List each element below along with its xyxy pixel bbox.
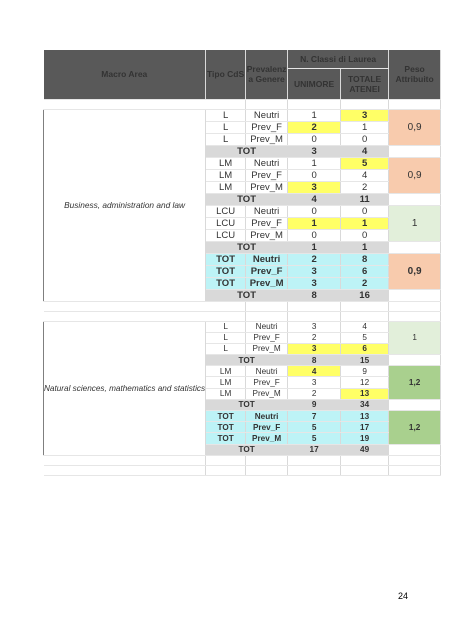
tipo-cell: LM <box>206 388 246 399</box>
tipo-cell: TOT <box>206 422 246 433</box>
tipo-cell: LM <box>206 157 246 169</box>
unimore-cell: 7 <box>288 411 341 422</box>
totale-cell: 5 <box>341 332 389 343</box>
tot-label: TOT <box>206 399 288 410</box>
peso-cell: 1,2 <box>389 411 441 445</box>
unimore-cell: 1 <box>288 241 341 253</box>
totale-cell: 5 <box>341 157 389 169</box>
totale-cell: 8 <box>341 253 389 265</box>
header-totale-atenei: TOTALE ATENEI <box>341 68 389 99</box>
tipo-cell: LCU <box>206 205 246 217</box>
totale-cell: 6 <box>341 265 389 277</box>
unimore-cell: 1 <box>288 157 341 169</box>
totale-cell: 1 <box>341 241 389 253</box>
peso-cell: 1 <box>389 321 441 355</box>
unimore-cell: 3 <box>288 277 341 289</box>
tot-label: TOT <box>206 241 288 253</box>
tipo-cell: TOT <box>206 253 246 265</box>
genere-cell: Prev_F <box>246 121 288 133</box>
tipo-cell: LCU <box>206 217 246 229</box>
tipo-cell: L <box>206 332 246 343</box>
totale-cell: 4 <box>341 321 389 332</box>
unimore-cell: 8 <box>288 355 341 366</box>
tot-label: TOT <box>206 355 288 366</box>
tipo-cell: L <box>206 121 246 133</box>
tipo-cell: L <box>206 343 246 354</box>
macro-area-label: Business, administration and law <box>44 109 206 301</box>
section-natural-sciences <box>44 321 441 455</box>
header-tipo-cds: Tipo CdS <box>206 50 246 99</box>
unimore-cell: 3 <box>288 145 341 157</box>
tipo-cell: LM <box>206 377 246 388</box>
unimore-cell: 4 <box>288 193 341 205</box>
genere-cell: Prev_M <box>246 277 288 289</box>
totale-cell: 11 <box>341 193 389 205</box>
section-business <box>44 109 441 301</box>
totale-cell: 12 <box>341 377 389 388</box>
tot-label: TOT <box>206 444 288 455</box>
unimore-cell: 3 <box>288 321 341 332</box>
unimore-cell: 2 <box>288 121 341 133</box>
totale-cell: 1 <box>341 217 389 229</box>
header-peso-attribuito: Peso Attribuito <box>389 50 441 99</box>
totale-cell: 4 <box>341 169 389 181</box>
tipo-cell: L <box>206 133 246 145</box>
tot-label: TOT <box>206 145 288 157</box>
genere-cell: Neutri <box>246 411 288 422</box>
header-unimore: UNIMORE <box>288 68 341 99</box>
genere-cell: Neutri <box>246 157 288 169</box>
unimore-cell: 1 <box>288 109 341 121</box>
header-n-classi: N. Classi di Laurea <box>288 50 389 68</box>
tipo-cell: L <box>206 321 246 332</box>
totale-cell: 34 <box>341 399 389 410</box>
unimore-cell: 8 <box>288 289 341 301</box>
peso-cell: 0,9 <box>389 109 441 145</box>
genere-cell: Neutri <box>246 205 288 217</box>
genere-cell: Prev_F <box>246 332 288 343</box>
table-row <box>44 321 441 332</box>
tipo-cell: TOT <box>206 277 246 289</box>
genere-cell: Prev_M <box>246 343 288 354</box>
genere-cell: Neutri <box>246 366 288 377</box>
unimore-cell: 5 <box>288 433 341 444</box>
table-row <box>44 109 441 121</box>
totale-cell: 17 <box>341 422 389 433</box>
genere-cell: Prev_F <box>246 377 288 388</box>
unimore-cell: 2 <box>288 388 341 399</box>
tipo-cell: LM <box>206 366 246 377</box>
tipo-cell: LM <box>206 181 246 193</box>
tipo-cell: TOT <box>206 411 246 422</box>
header-macro-area: Macro Area <box>44 50 206 99</box>
genere-cell: Neutri <box>246 253 288 265</box>
totale-cell: 13 <box>341 388 389 399</box>
genere-cell: Prev_M <box>246 388 288 399</box>
totale-cell: 2 <box>341 277 389 289</box>
gender-prevalence-table <box>43 50 441 476</box>
totale-cell: 15 <box>341 355 389 366</box>
totale-cell: 3 <box>341 109 389 121</box>
unimore-cell: 3 <box>288 181 341 193</box>
peso-cell: 1 <box>389 205 441 241</box>
totale-cell: 49 <box>341 444 389 455</box>
unimore-cell: 0 <box>288 205 341 217</box>
tipo-cell: TOT <box>206 433 246 444</box>
totale-cell: 4 <box>341 145 389 157</box>
unimore-cell: 2 <box>288 253 341 265</box>
unimore-cell: 3 <box>288 265 341 277</box>
unimore-cell: 5 <box>288 422 341 433</box>
unimore-cell: 3 <box>288 343 341 354</box>
totale-cell: 9 <box>341 366 389 377</box>
genere-cell: Neutri <box>246 321 288 332</box>
genere-cell: Neutri <box>246 109 288 121</box>
genere-cell: Prev_M <box>246 229 288 241</box>
tipo-cell: LCU <box>206 229 246 241</box>
unimore-cell: 2 <box>288 332 341 343</box>
tipo-cell: TOT <box>206 265 246 277</box>
genere-cell: Prev_M <box>246 181 288 193</box>
peso-cell: 0,9 <box>389 253 441 289</box>
unimore-cell: 0 <box>288 229 341 241</box>
unimore-cell: 3 <box>288 377 341 388</box>
peso-cell: 1,2 <box>389 366 441 400</box>
genere-cell: Prev_M <box>246 133 288 145</box>
peso-cell: 0,9 <box>389 157 441 193</box>
unimore-cell: 1 <box>288 217 341 229</box>
unimore-cell: 9 <box>288 399 341 410</box>
unimore-cell: 0 <box>288 169 341 181</box>
genere-cell: Prev_F <box>246 422 288 433</box>
tipo-cell: L <box>206 109 246 121</box>
page-number: 24 <box>398 591 409 601</box>
genere-cell: Prev_M <box>246 433 288 444</box>
totale-cell: 19 <box>341 433 389 444</box>
tot-label: TOT <box>206 193 288 205</box>
header-prevalenza-genere: Prevalenz a Genere <box>246 50 288 99</box>
unimore-cell: 4 <box>288 366 341 377</box>
genere-cell: Prev_F <box>246 265 288 277</box>
totale-cell: 0 <box>341 205 389 217</box>
unimore-cell: 17 <box>288 444 341 455</box>
totale-cell: 6 <box>341 343 389 354</box>
genere-cell: Prev_F <box>246 217 288 229</box>
tot-label: TOT <box>206 289 288 301</box>
macro-area-label: Natural sciences, mathematics and statistics <box>44 321 206 455</box>
totale-cell: 16 <box>341 289 389 301</box>
tipo-cell: LM <box>206 169 246 181</box>
totale-cell: 0 <box>341 229 389 241</box>
totale-cell: 13 <box>341 411 389 422</box>
genere-cell: Prev_F <box>246 169 288 181</box>
unimore-cell: 0 <box>288 133 341 145</box>
totale-cell: 1 <box>341 121 389 133</box>
totale-cell: 0 <box>341 133 389 145</box>
totale-cell: 2 <box>341 181 389 193</box>
